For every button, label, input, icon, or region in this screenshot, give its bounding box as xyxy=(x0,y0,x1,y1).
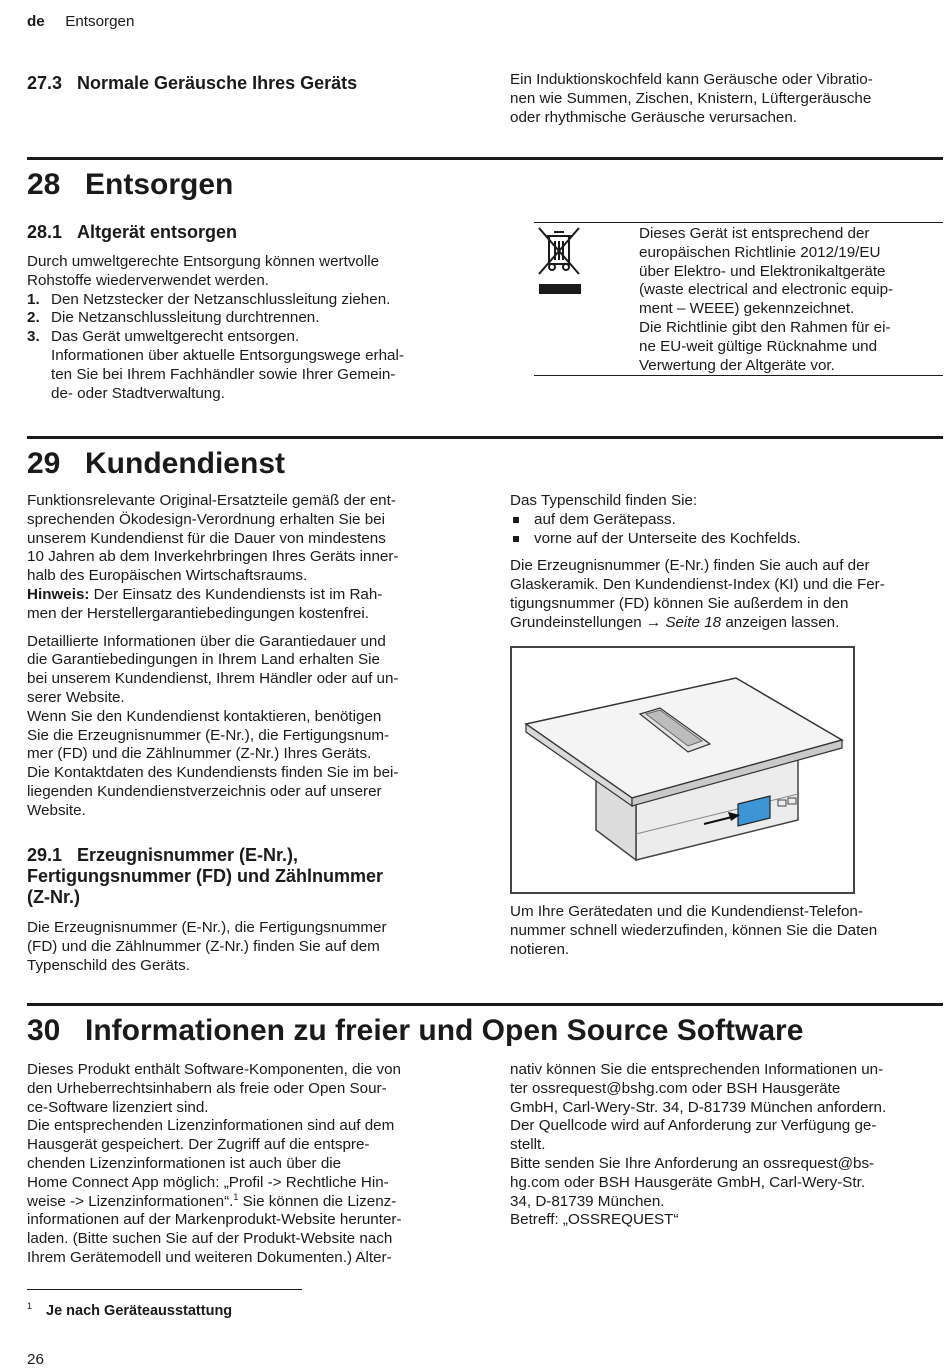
heading-28-1: 28.1 Altgerät entsorgen xyxy=(27,222,238,242)
running-header xyxy=(27,13,134,32)
crossed-bin-icon xyxy=(535,224,587,296)
list-item: 2. Die Netzanschlussleitung durchtrennen. xyxy=(27,309,320,327)
heading-28: 28 Entsorgen xyxy=(27,168,234,201)
heading-29-1: 29.1 Erzeugnisnummer (E-Nr.), Fertigungsnummer (FD) und Zählnummer (Z-Nr.) xyxy=(27,845,384,907)
list-item: 3. Das Gerät umweltgerecht entsorgen. Informationen über aktuelle Entsorgungswege erhal- ten Sie bei Ihrem Fachhändler sowie Ihrer Gemein- de- oder Stadtverwaltung. xyxy=(27,328,404,402)
text-29-1: Die Erzeugnisnummer (E-Nr.), die Fertigungsnummer (FD) und die Zählnummer (Z-Nr.) finden Sie auf dem Typenschild des Geräts. xyxy=(27,919,387,974)
text-27-3: Ein Induktionskochfeld kann Geräusche oder Vibratio- nen wie Summen, Zischen, Knistern, Lüftergeräusche oder rhythmische Geräusche verursachen. xyxy=(510,71,873,126)
weee-top-rule xyxy=(534,222,943,223)
text-30-right: nativ können Sie die entsprechenden Informationen un- ter ossrequest@bshg.com oder BSH Hausgeräte GmbH, Carl-Wery-Str. 34, D-81739 München anfordern. Der Quellcode wird auf Anforderung zur Verfügung ge- stellt. Bitte senden Sie Ihre Anforderung an ossrequest@bs- hg.com oder BSH Hausgeräte GmbH, Carl-Wery-Str. 34, D-81739 München. Betreff: „OSSREQUEST“ xyxy=(510,1061,887,1229)
text-28-1: Durch umweltgerechte Entsorgung können wertvolle Rohstoffe wiederverwendet werden. 1. Den Netzstecker der Netzanschlussleitung ziehen. 2. Die Netzanschlussleitung durchtrennen. 3. Das Gerät umweltgerecht entsorgen. Informationen über aktuelle Entsorgungswege erhal- ten Sie bei Ihrem Fachhändler sowie Ihrer Gemein- de- oder Stadtverwaltung. xyxy=(27,253,487,403)
footnote-rule xyxy=(27,1289,302,1290)
footnote-reference[interactable]: 1 xyxy=(233,1191,239,1202)
rating-plate-locations xyxy=(510,511,942,549)
list-item: vorne auf der Unterseite des Kochfelds. xyxy=(510,530,942,549)
heading-27-3 xyxy=(27,73,357,94)
text-29-left: Funktionsrelevante Original-Ersatzteile gemäß der ent- sprechenden Ökodesign-Verordnung erhalten Sie bei unserem Kundendienst für die Dauer von mindestens 10 Jahren ab dem Inverkehrbringen Ihres Geräts inner- halb des Europäischen Wirtschaftsraums. Hinweis: Der Einsatz des Kundendiensts ist im Rah- men der Herstellergarantiebedingungen kostenfrei. Detaillierte Informationen über die Garantiedauer und die Garantiebedingungen in Ihrem Land erhalten Sie bei unserem Kundendienst, Ihrem Händler oder auf un- serer Website. Wenn Sie den Kundendienst kontaktieren, benötigen Sie die Erzeugnisnummer (E-Nr.), die Fertigungsnum- mer (FD) und die Zählnummer (Z-Nr.) Ihres Geräts. Die Kontaktdaten des Kundendiensts finden Sie im bei- liegenden Kundendienstverzeichnis oder auf unserer Website. xyxy=(27,492,487,821)
heading-29: 29 Kundendienst xyxy=(27,447,285,480)
heading-number: 27.3 xyxy=(27,73,63,93)
page-number: 26 xyxy=(27,1351,44,1368)
list-item: 1. Den Netzstecker der Netzanschlussleitung ziehen. xyxy=(27,290,391,308)
text-30-left: Dieses Produkt enthält Software-Komponenten, die von den Urheberrechtsinhabern als freie oder Open Sour- ce-Software lizenziert sind. Die entsprechenden Lizenzinformationen sind auf dem Hausgerät gespeichert. Der Zugriff auf die entspre- chenden Lizenzinformationen ist auch über die Home Connect App möglich: „Profil -> Rechtliche Hin- weise -> Lizenzinformationen“.$^1$ Sie können die Lizenz- informationen auf der Markenprodukt-Website herunter- laden. (Bitte suchen Sie auf der Produkt-Website nach Ihrem Gerätemodell und weiteren Dokumenten.) Alter- xyxy=(27,1061,402,1266)
header-language: de xyxy=(27,13,45,30)
section-rule-28 xyxy=(27,157,943,160)
text-29-right: Das Typenschild finden Sie: auf dem Gerätepass. vorne auf der Unterseite des Kochfelds. Die Erzeugnisnummer (E-Nr.) finden Sie auch auf der Glaskeramik. Den Kundendienst-Index (KI) und die Fer- tigungsnummer (FD) können Sie außerdem in den Grundeinstellungen → Seite 18 anzeigen lassen. xyxy=(510,492,942,633)
cooktop-underside-diagram xyxy=(512,648,853,892)
arrow-right-icon: → xyxy=(645,613,662,631)
list-item: auf dem Gerätepass. xyxy=(510,511,942,530)
section-rule-29 xyxy=(27,436,943,439)
section-rule-30 xyxy=(27,1003,943,1006)
illustration-caption: Um Ihre Gerätedaten und die Kundendienst-Telefon- nummer schnell wiederzufinden, können Sie die Daten notieren. xyxy=(510,903,878,958)
cooktop-illustration xyxy=(510,646,855,894)
disposal-steps xyxy=(27,291,487,404)
footnote: $^1$ Je nach Geräteausstattung xyxy=(27,1301,233,1319)
page-reference-link[interactable]: Seite 18 xyxy=(661,613,722,631)
weee-text: Dieses Gerät ist entsprechend der europäischen Richtlinie 2012/19/EU über Elektro- und Elektronikaltgeräte (waste electrical and electronic equip- ment – WEEE) gekennzeichnet. Die Richtlinie gibt den Rahmen für ei- ne EU-weit gültige Rücknahme und Verwertung der Altgeräte vor. xyxy=(639,225,894,374)
heading-title: Normale Geräusche Ihres Geräts xyxy=(77,73,358,93)
header-section: Entsorgen xyxy=(65,13,135,30)
heading-30: 30 Informationen zu freier und Open Source Software xyxy=(27,1014,804,1047)
hint: Hinweis: Der Einsatz des Kundendiensts ist im Rah- xyxy=(27,585,383,603)
